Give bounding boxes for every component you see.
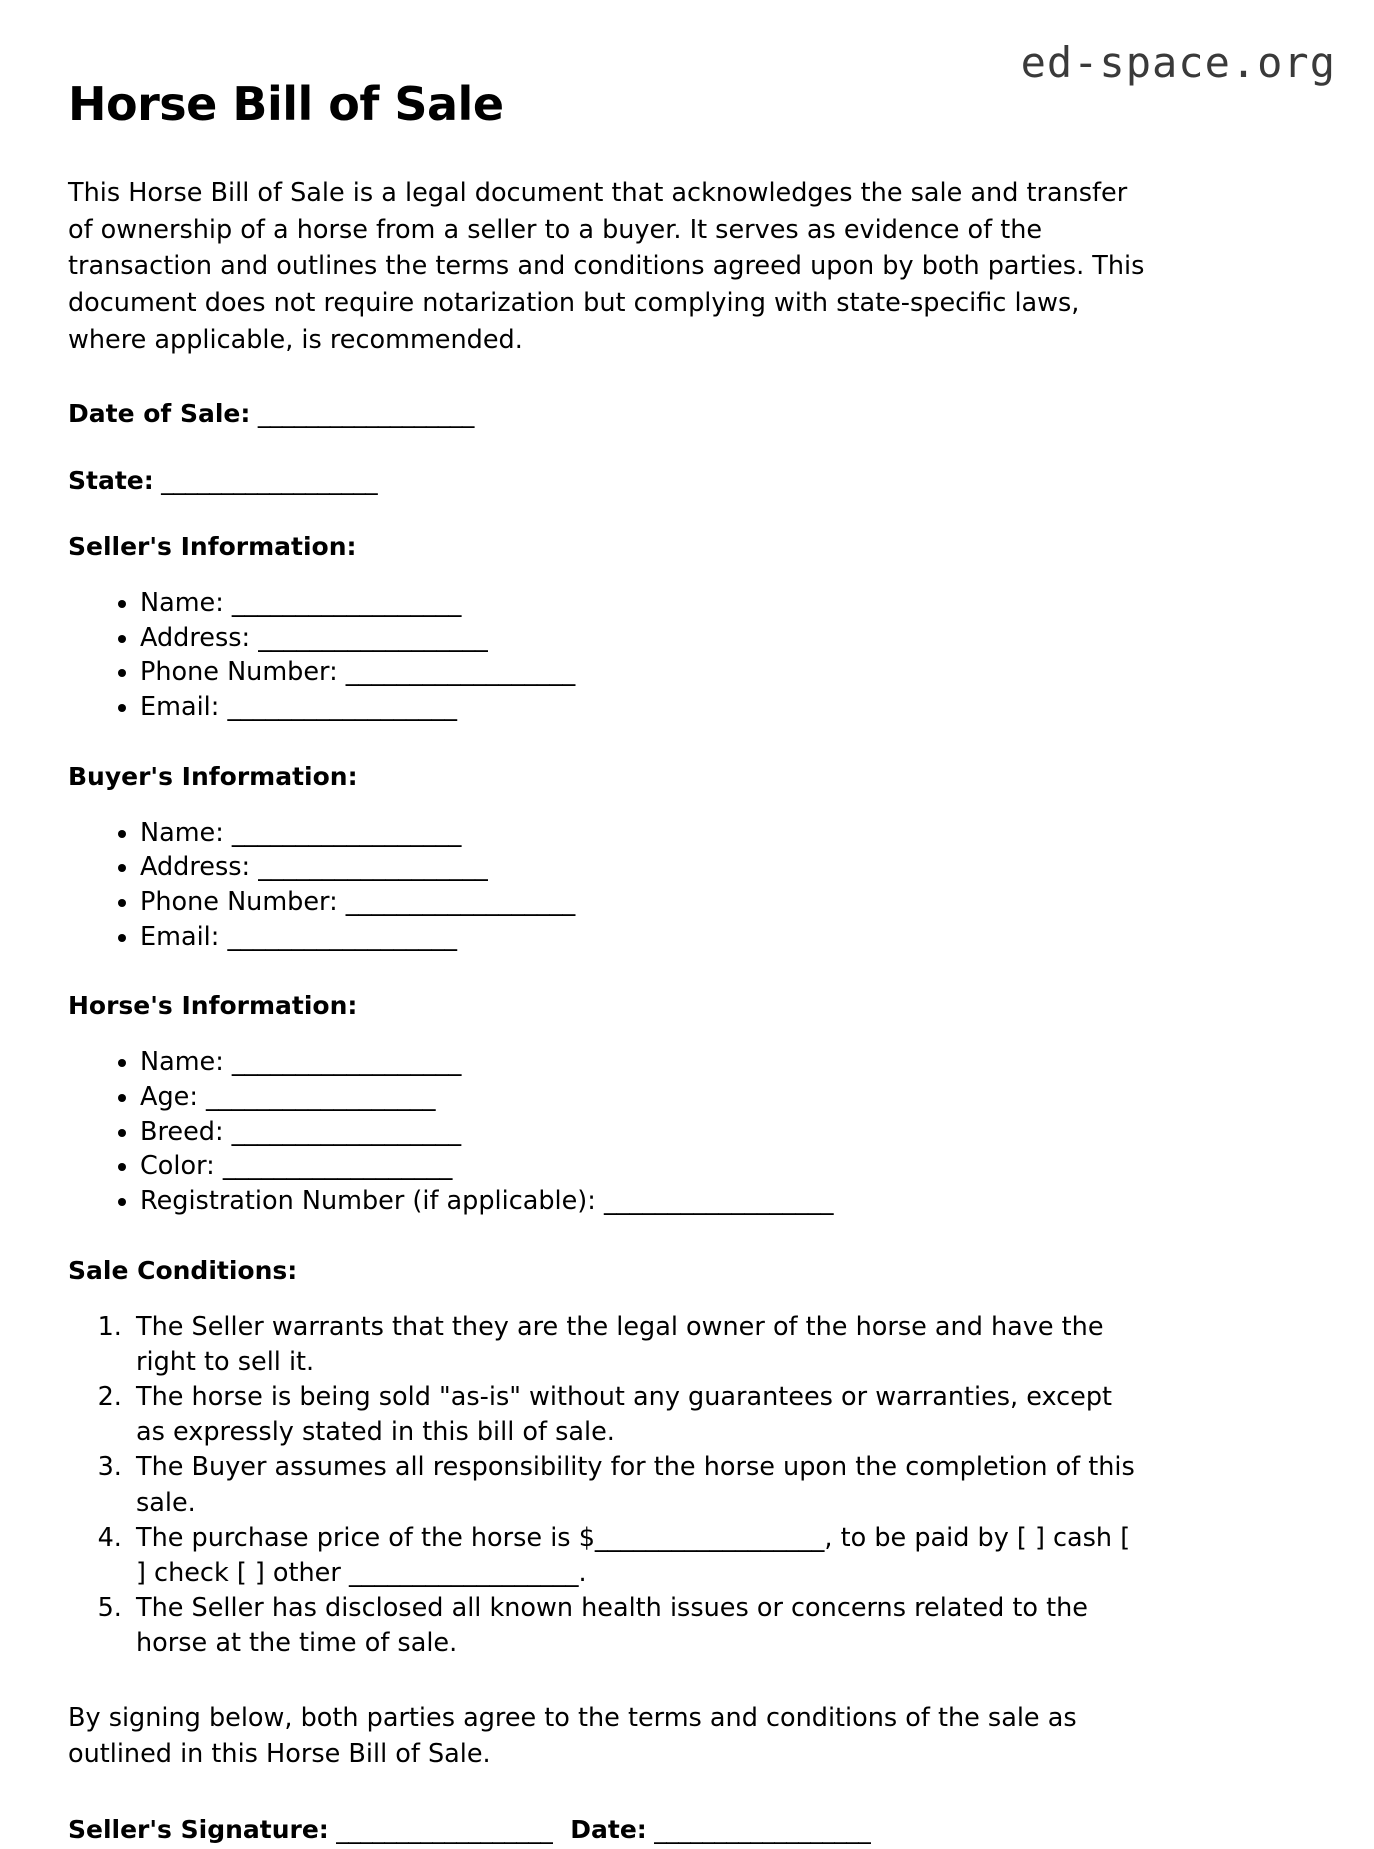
date-of-sale-field [68, 396, 1148, 432]
date-of-sale-label: Date of Sale: [68, 399, 251, 429]
closing-paragraph: By signing below, both parties agree to the terms and conditions of the sale as outlined in this Horse Bill of Sale. [68, 1702, 1077, 1770]
list-item[interactable]: • Email: __________________ [140, 690, 1148, 725]
list-item[interactable]: • Name: __________________ [140, 1045, 1148, 1080]
document-content [68, 78, 1148, 1849]
seller-signature-blank[interactable]: __________________ [328, 1815, 553, 1845]
intro-paragraph: This Horse Bill of Sale is a legal document that acknowledges the sale and transfer of ownership of a horse from a seller to a buyer. It serves as evidence of the transaction and outlines the terms and conditions agreed upon by both parties. This document does not require notarization but complying with state-specific laws, where applicable, is recommended. [68, 177, 1145, 355]
list-item[interactable]: • Registration Number (if applicable): __________________ [140, 1184, 1148, 1219]
list-item[interactable]: • Address: __________________ [140, 621, 1148, 656]
list-item[interactable]: • Breed: __________________ [140, 1115, 1148, 1150]
state-label: State: [68, 465, 154, 495]
list-item[interactable]: • Phone Number: __________________ [140, 655, 1148, 690]
list-item[interactable]: • Email: __________________ [140, 920, 1148, 955]
seller-signature-label: Seller's Signature: [68, 1815, 329, 1845]
buyer-information-list [68, 816, 1148, 955]
state-field [68, 463, 1148, 499]
signature-row [68, 1811, 1148, 1849]
list-item[interactable]: • Phone Number: __________________ [140, 885, 1148, 920]
list-item[interactable]: • Name: __________________ [140, 586, 1148, 621]
seller-information-list [68, 586, 1148, 725]
list-item: 1. The Seller warrants that they are the legal owner of the horse and have the right to sell it. [130, 1310, 1148, 1380]
list-item[interactable]: • Name: __________________ [140, 816, 1148, 851]
list-item: 2. The horse is being sold "as-is" without any guarantees or warranties, except as expressly stated in this bill of sale. [130, 1380, 1148, 1450]
site-watermark: ed-space.org [1020, 38, 1336, 87]
state-blank[interactable]: __________________ [153, 465, 378, 495]
page-title: Horse Bill of Sale [68, 77, 504, 131]
horse-information-list [68, 1045, 1148, 1218]
sale-conditions-list [68, 1310, 1148, 1662]
buyer-information-heading: Buyer's Information: [68, 761, 358, 791]
date-of-sale-blank[interactable]: __________________ [250, 399, 474, 429]
sale-conditions-heading: Sale Conditions: [68, 1255, 298, 1285]
signature-date-blank[interactable]: __________________ [646, 1815, 871, 1845]
list-item: 3. The Buyer assumes all responsibility for the horse upon the completion of this sale. [130, 1450, 1148, 1520]
list-item[interactable]: • Address: __________________ [140, 850, 1148, 885]
list-item[interactable]: • Age: __________________ [140, 1080, 1148, 1115]
list-item[interactable]: 4. The purchase price of the horse is $__________________, to be paid by [ ] cash [ ] check [ ] other __________________. [130, 1521, 1148, 1591]
horse-information-heading: Horse's Information: [68, 991, 358, 1021]
list-item: 5. The Seller has disclosed all known health issues or concerns related to the horse at the time of sale. [130, 1591, 1148, 1661]
seller-information-heading: Seller's Information: [68, 531, 357, 561]
list-item[interactable]: • Color: __________________ [140, 1149, 1148, 1184]
signature-date-label: Date: [570, 1815, 647, 1845]
